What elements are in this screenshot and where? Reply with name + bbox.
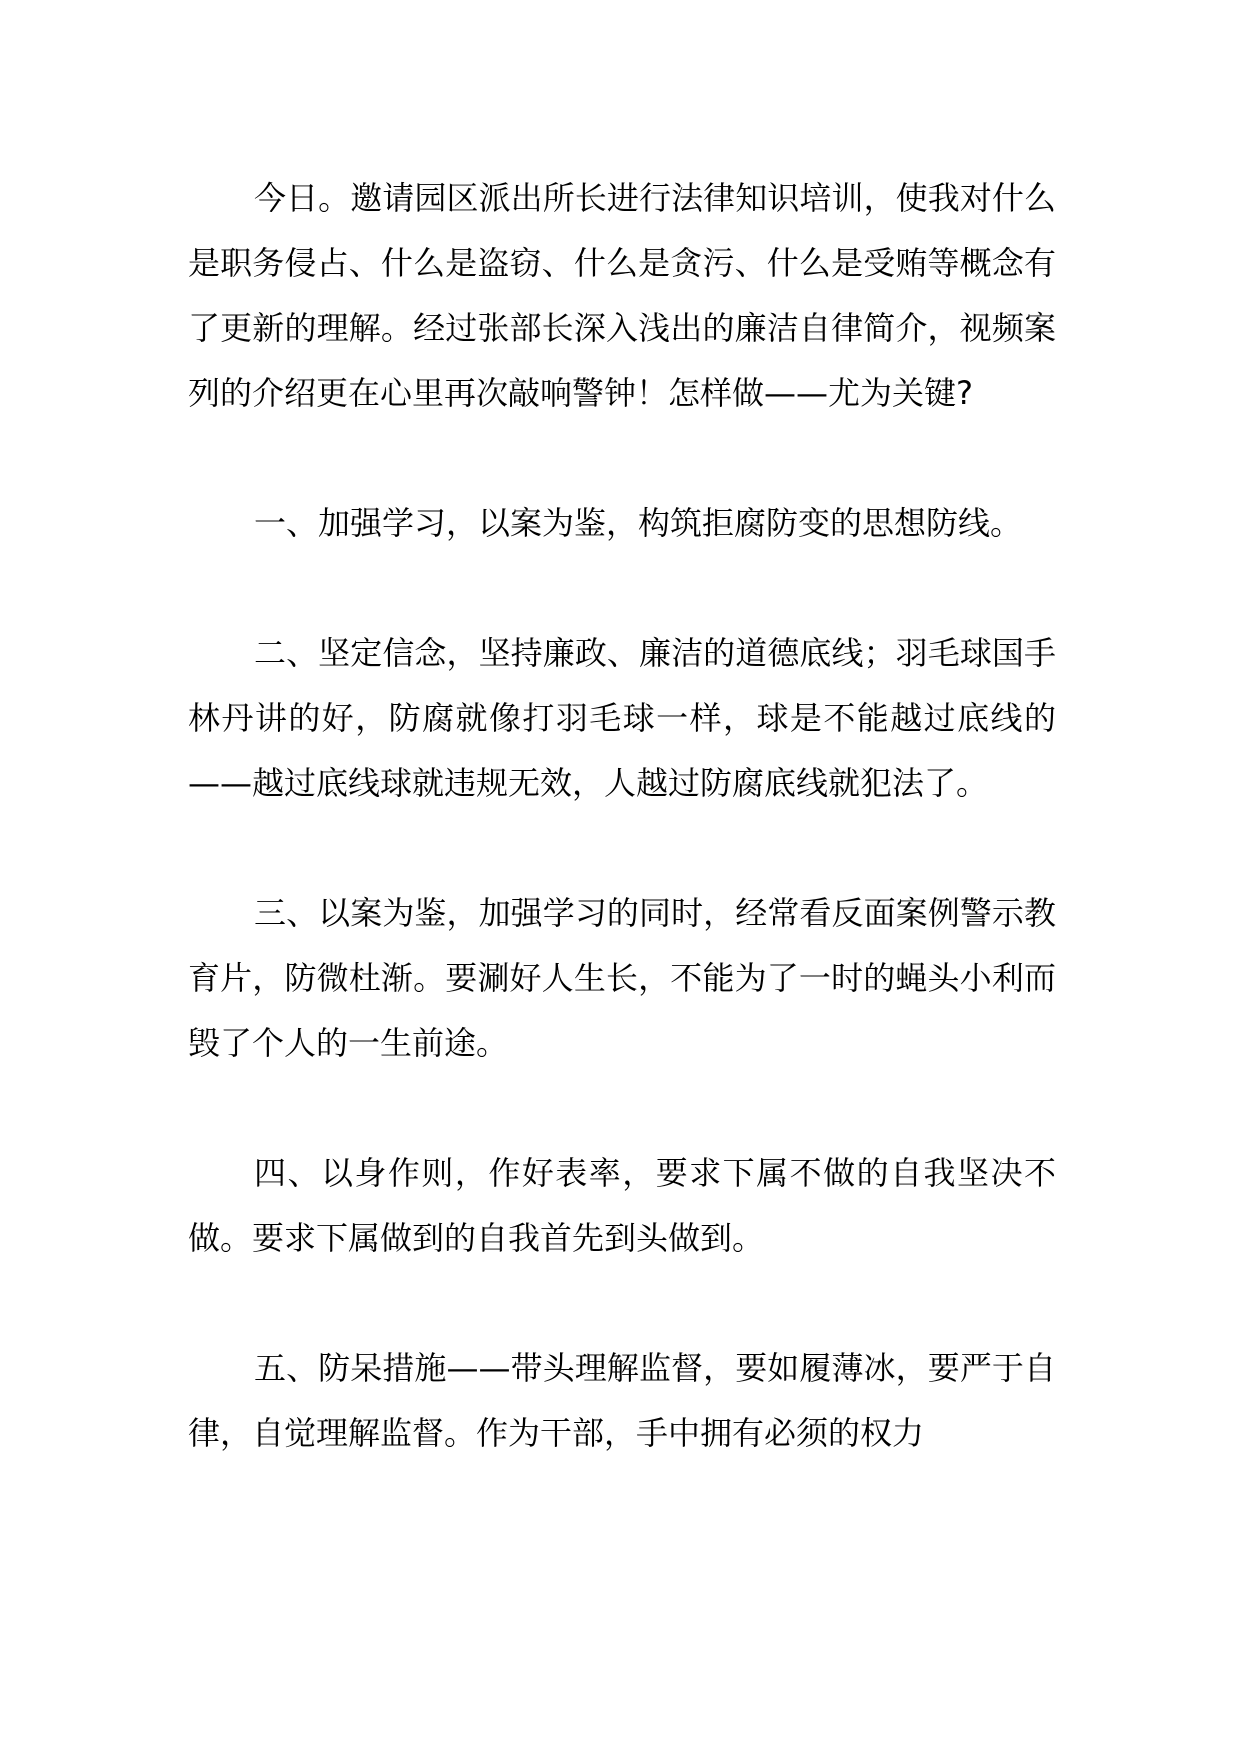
paragraph-spacer bbox=[188, 1271, 1056, 1336]
paragraph-point-1: 一、加强学习，以案为鉴，构筑拒腐防变的思想防线。 bbox=[254, 504, 1023, 542]
paragraph-spacer bbox=[188, 816, 1056, 881]
document-body bbox=[188, 166, 1056, 1466]
paragraph-spacer bbox=[188, 556, 1056, 621]
paragraph-point-3: 三、以案为鉴，加强学习的同时，经常看反面案例警示教育片，防微杜渐。要涮好人生长，不能为了一时的蝇头小利而毁了个人的一生前途。 bbox=[188, 894, 1056, 1062]
paragraph-intro: 今日。邀请园区派出所长进行法律知识培训，使我对什么是职务侵占、什么是盗窃、什么是贪污、什么是受贿等概念有了更新的理解。经过张部长深入浅出的廉洁自律简介，视频案列的介绍更在心里再次敲响警钟！怎样做——尤为关键? bbox=[188, 179, 1056, 412]
paragraph-spacer bbox=[188, 1076, 1056, 1141]
paragraph-point-5: 五、防呆措施——带头理解监督，要如履薄冰，要严于自律，自觉理解监督。作为干部，手中拥有必须的权力 bbox=[188, 1349, 1056, 1452]
paragraph-spacer bbox=[188, 426, 1056, 491]
paragraph-point-2: 二、坚定信念，坚持廉政、廉洁的道德底线；羽毛球国手林丹讲的好，防腐就像打羽毛球一样，球是不能越过底线的——越过底线球就违规无效，人越过防腐底线就犯法了。 bbox=[188, 634, 1056, 802]
paragraph-point-4: 四、以身作则，作好表率，要求下属不做的自我坚决不做。要求下属做到的自我首先到头做到。 bbox=[188, 1154, 1056, 1257]
